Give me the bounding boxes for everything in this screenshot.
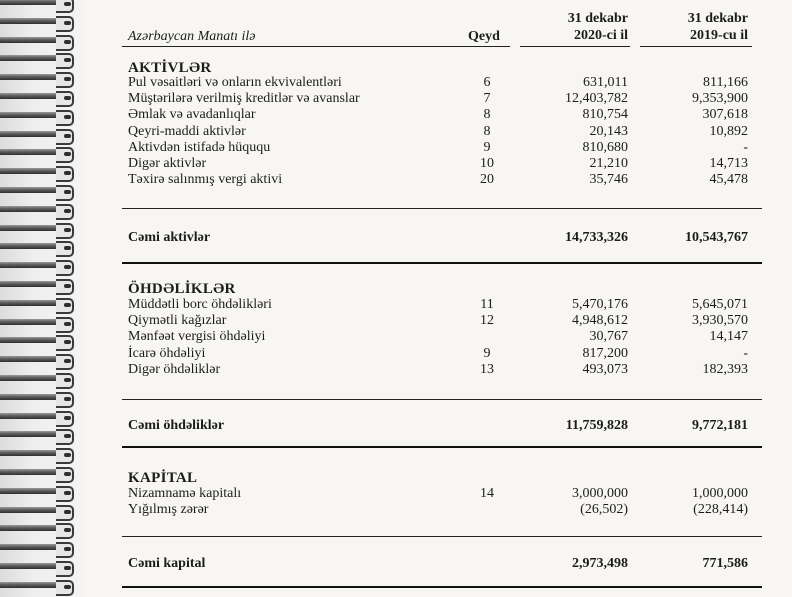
liability-note: 12 — [480, 313, 494, 329]
assets-total-rule-bottom — [122, 262, 762, 264]
asset-value-2019: 307,618 — [702, 107, 748, 123]
capital-label: Yığılmış zərər — [128, 502, 209, 518]
asset-note: 8 — [483, 123, 491, 139]
capital-value-2020: 3,000,000 — [572, 486, 628, 501]
asset-value-2019: - — [743, 139, 748, 155]
asset-value-2019: 9,353,900 — [692, 91, 748, 107]
total-assets-2020: 14,733,326 — [565, 230, 628, 245]
column-header-2019: 31 dekabr 2019-cu il — [687, 11, 748, 43]
spiral-ring — [0, 522, 76, 537]
asset-note: 7 — [483, 91, 491, 107]
asset-row — [128, 91, 748, 107]
asset-label: Əmlak və avadanlıqlar — [128, 107, 256, 123]
liability-value-2019: 5,645,071 — [692, 297, 748, 312]
liability-row — [128, 362, 748, 378]
spiral-ring — [0, 165, 76, 180]
spiral-ring — [0, 203, 76, 218]
spiral-ring — [0, 184, 76, 199]
spiral-ring — [0, 71, 76, 86]
spiral-ring — [0, 410, 76, 425]
asset-value-2020: 12,403,782 — [565, 91, 628, 107]
asset-value-2020: 810,754 — [582, 107, 628, 123]
asset-row — [128, 124, 748, 140]
liability-row — [128, 297, 748, 313]
liability-row — [128, 346, 748, 362]
asset-label: Aktivdən istifadə hüququ — [128, 139, 271, 155]
header-underline-2019 — [640, 46, 752, 47]
spiral-ring — [0, 504, 76, 519]
asset-value-2019: 14,713 — [709, 156, 748, 171]
liability-row — [128, 329, 748, 345]
liability-value-2019: - — [743, 345, 748, 361]
capital-row — [128, 502, 748, 518]
asset-note: 10 — [480, 156, 494, 171]
asset-label: Pul vəsaitləri və onların ekvivalentləri — [128, 75, 342, 90]
liabilities-total-rule-bottom — [122, 446, 762, 448]
asset-note: 20 — [480, 172, 494, 188]
section-title-liabilities: ÖHDƏLİKLƏR — [128, 281, 236, 297]
spiral-ring — [0, 334, 76, 349]
asset-value-2020: 35,746 — [589, 172, 628, 188]
liability-label: Qiymətli kağızlar — [128, 313, 227, 329]
asset-row — [128, 172, 748, 188]
total-capital-row — [128, 556, 748, 572]
total-liabilities-row — [128, 418, 748, 434]
spiral-ring — [0, 466, 76, 481]
liability-value-2020: 817,200 — [582, 345, 628, 361]
asset-label: Qeyri-maddi aktivlər — [128, 123, 246, 139]
spiral-ring — [0, 447, 76, 462]
total-capital-2020: 2,973,498 — [572, 556, 628, 571]
total-capital-2019: 771,586 — [702, 556, 748, 571]
asset-value-2020: 21,210 — [589, 156, 628, 171]
note-column-header: Qeyd — [468, 29, 500, 44]
liability-label: Digər öhdəliklər — [128, 361, 221, 377]
currency-caption: Azərbaycan Manatı ilə — [128, 29, 256, 44]
spiral-ring — [0, 372, 76, 387]
liability-value-2020: 4,948,612 — [572, 313, 628, 329]
spiral-ring — [0, 541, 76, 556]
liability-label: İcarə öhdəliyi — [128, 345, 206, 361]
total-assets-label: Cəmi aktivlər — [128, 230, 211, 245]
spiral-binding — [0, 0, 82, 597]
section-title-capital: KAPİTAL — [128, 470, 198, 486]
spiral-ring — [0, 259, 76, 274]
spiral-ring — [0, 0, 76, 11]
liability-note: 9 — [483, 345, 491, 361]
liability-value-2020: 5,470,176 — [572, 297, 628, 312]
liability-value-2019: 3,930,570 — [692, 313, 748, 329]
capital-note: 14 — [480, 486, 494, 501]
capital-value-2019: 1,000,000 — [692, 486, 748, 501]
asset-value-2020: 20,143 — [589, 123, 628, 139]
spiral-ring — [0, 316, 76, 331]
spiral-ring — [0, 34, 76, 49]
liability-value-2020: 30,767 — [589, 329, 628, 345]
capital-row — [128, 486, 748, 502]
liability-value-2020: 493,073 — [582, 361, 628, 377]
capital-value-2020: (26,502) — [580, 502, 628, 518]
total-liabilities-2019: 9,772,181 — [692, 418, 748, 433]
liability-label: Mənfəət vergisi öhdəliyi — [128, 329, 266, 345]
spiral-ring — [0, 222, 76, 237]
asset-value-2020: 631,011 — [583, 75, 628, 90]
liability-note: 13 — [480, 361, 494, 377]
asset-row — [128, 156, 748, 172]
liability-label: Müddətli borc öhdəlikləri — [128, 297, 272, 312]
capital-label: Nizamnamə kapitalı — [128, 486, 242, 501]
asset-row — [128, 140, 748, 156]
spiral-ring — [0, 297, 76, 312]
spiral-ring — [0, 353, 76, 368]
asset-note: 9 — [483, 139, 491, 155]
spiral-ring — [0, 485, 76, 500]
liability-row — [128, 313, 748, 329]
asset-value-2019: 45,478 — [709, 172, 748, 188]
spiral-ring — [0, 128, 76, 143]
total-assets-row — [128, 230, 748, 246]
spiral-ring — [0, 109, 76, 124]
asset-note: 8 — [483, 107, 491, 123]
asset-row — [128, 107, 748, 123]
spiral-ring — [0, 278, 76, 293]
total-capital-label: Cəmi kapital — [128, 556, 206, 571]
section-title-assets: AKTİVLƏR — [128, 60, 212, 76]
asset-row — [128, 75, 748, 91]
header-underline-caption — [122, 46, 510, 47]
liability-note: 11 — [480, 297, 494, 312]
asset-value-2020: 810,680 — [582, 139, 628, 155]
spiral-ring — [0, 428, 76, 443]
spiral-ring — [0, 146, 76, 161]
header-underline-2020 — [520, 46, 630, 47]
spiral-ring — [0, 560, 76, 575]
liability-value-2019: 182,393 — [702, 361, 748, 377]
liability-value-2019: 14,147 — [709, 329, 748, 345]
capital-value-2019: (228,414) — [693, 502, 748, 518]
asset-note: 6 — [483, 75, 491, 90]
spiral-ring — [0, 52, 76, 67]
spiral-ring — [0, 90, 76, 105]
asset-value-2019: 811,166 — [703, 75, 748, 90]
asset-label: Müştərilərə verilmiş kreditlər və avanslar — [128, 91, 360, 107]
capital-total-rule-bottom — [122, 586, 762, 588]
spiral-ring — [0, 240, 76, 255]
capital-total-rule-top — [122, 536, 762, 537]
asset-label: Digər aktivlər — [128, 156, 207, 171]
column-header-2020: 31 dekabr 2020-ci il — [567, 11, 628, 43]
assets-total-rule-top — [122, 208, 762, 209]
asset-label: Təxirə salınmış vergi aktivi — [128, 172, 283, 188]
asset-value-2019: 10,892 — [709, 123, 748, 139]
total-liabilities-label: Cəmi öhdəliklər — [128, 418, 225, 433]
liabilities-total-rule-top — [122, 399, 762, 400]
total-liabilities-2020: 11,759,828 — [565, 418, 628, 433]
spiral-ring — [0, 391, 76, 406]
spiral-ring — [0, 15, 76, 30]
spiral-ring — [0, 579, 76, 594]
total-assets-2019: 10,543,767 — [685, 230, 748, 245]
